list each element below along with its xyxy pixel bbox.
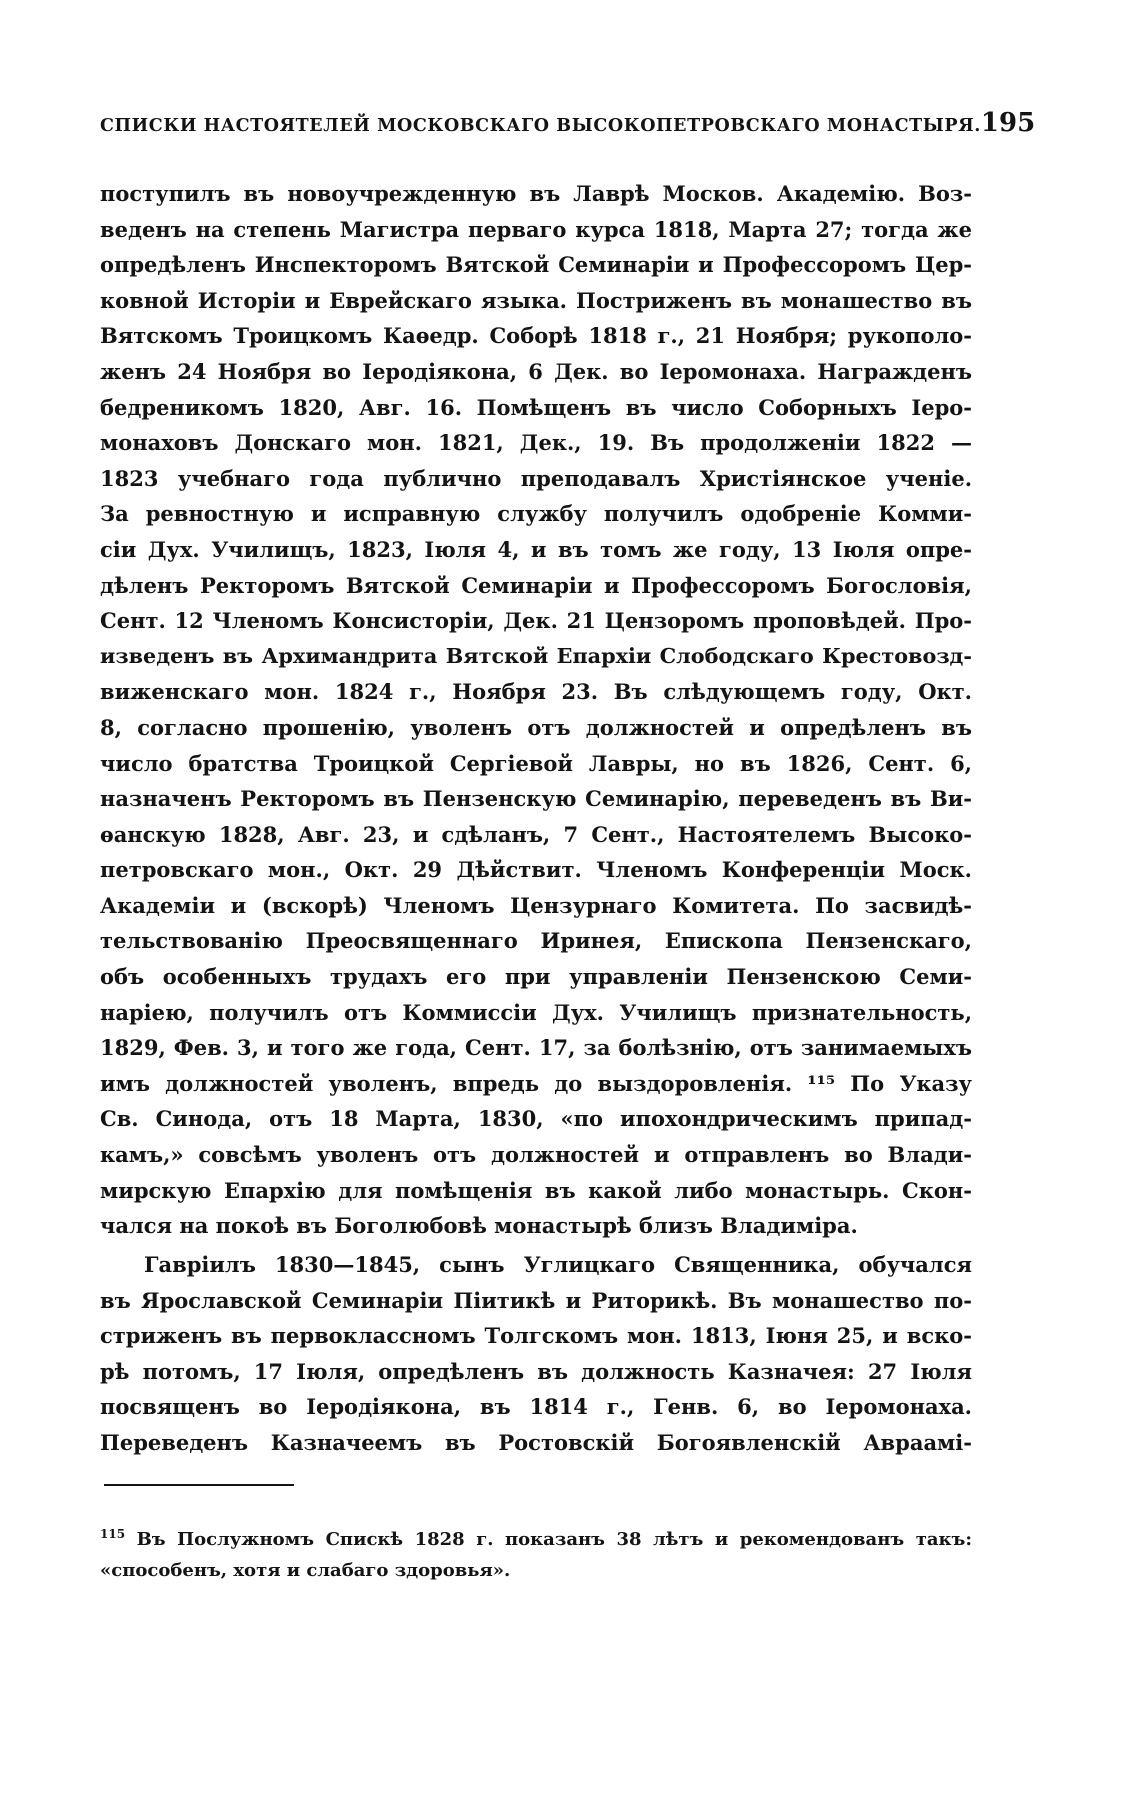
text-line: дѣленъ Ректоромъ Вятской Семинаріи и Профессоромъ Богословія,	[100, 572, 972, 598]
text-line: виженскаго мон. 1824 г., Ноября 23. Въ слѣдующемъ году, Окт.	[100, 679, 972, 705]
text-line: назначенъ Ректоромъ въ Пензенскую Семинарію, переведенъ въ Ви-	[100, 786, 972, 812]
text-line: женъ 24 Ноября во Іеродіякона, 6 Дек. во Іеромонаха. Награжденъ	[100, 358, 972, 384]
text-line: въ Ярославской Семинаріи Піитикѣ и Риторикѣ. Въ монашество по-	[100, 1287, 972, 1313]
page-header	[100, 108, 1036, 148]
paragraph-2	[100, 1247, 972, 1461]
footnote-line-2: «способенъ, хотя и слабаго здоровья».	[100, 1560, 511, 1581]
text-line: мирскую Епархію для помѣщенія въ какой либо монастырь. Скон-	[100, 1177, 972, 1203]
text-line: Сент. 12 Членомъ Консисторіи, Дек. 21 Цензоромъ проповѣдей. Про-	[100, 608, 972, 634]
text-line: опредѣленъ Инспекторомъ Вятской Семинаріи и Профессоромъ Цер-	[100, 252, 972, 278]
text-line: Академіи и (вскорѣ) Членомъ Цензурнаго Комитета. По засвидѣ-	[100, 892, 972, 918]
text-line: 1823 учебнаго года публично преподавалъ Христіянское ученіе.	[100, 465, 972, 491]
footnote-mark: 115	[100, 1527, 126, 1541]
text-line: монаховъ Донскаго мон. 1821, Дек., 19. Въ продолженіи 1822 —	[100, 430, 972, 456]
text-line: поступилъ въ новоучрежденную въ Лаврѣ Москов. Академію. Воз-	[100, 181, 972, 206]
text-line: ѳанскую 1828, Авг. 23, и сдѣланъ, 7 Сент., Настоятелемъ Высоко-	[100, 821, 972, 847]
paragraph-1	[100, 176, 972, 1244]
running-title: СПИСКИ НАСТОЯТЕЛЕЙ МОСКОВСКАГО ВЫСОКОПЕТРОВСКАГО МОНАСТЫРЯ.	[100, 116, 981, 136]
text-line: Св. Синода, отъ 18 Марта, 1830, «по ипохондрическимъ припад-	[100, 1106, 972, 1132]
text-line: имъ должностей уволенъ, впредь до выздоровленія. ¹¹⁵ По Указу	[100, 1070, 972, 1096]
text-line: посвященъ во Іеродіякона, въ 1814 г., Генв. 6, во Іеромонаха.	[100, 1394, 972, 1420]
footnote-divider	[104, 1484, 294, 1486]
footnote-text-1: Въ Послужномъ Спискѣ 1828 г. показанъ 38 лѣтъ и рекомендованъ такъ:	[136, 1529, 972, 1550]
text-line: стриженъ въ первоклассномъ Толгскомъ мон. 1813, Іюня 25, и вско-	[100, 1323, 972, 1349]
text-line: объ особенныхъ трудахъ его при управленіи Пензенскою Семи-	[100, 964, 972, 990]
text-line: рѣ потомъ, 17 Іюля, опредѣленъ въ должность Казначея: 27 Іюля	[100, 1358, 972, 1384]
text-line: число братства Троицкой Сергіевой Лавры, но въ 1826, Сент. 6,	[100, 750, 972, 776]
text-line: сіи Дух. Училищъ, 1823, Іюля 4, и въ томъ же году, 13 Іюля опре-	[100, 536, 972, 562]
text-line: Переведенъ Казначеемъ въ Ростовскій Богоявленскій Авраамі-	[100, 1429, 972, 1455]
text-line: 8, согласно прошенію, уволенъ отъ должностей и опредѣленъ въ	[100, 714, 972, 740]
text-line: чался на покоѣ въ Боголюбовѣ монастырѣ близъ Владиміра.	[100, 1213, 858, 1239]
text-line: бедреникомъ 1820, Авг. 16. Помѣщенъ въ число Соборныхъ Іеро-	[100, 394, 972, 420]
text-line: петровскаго мон., Окт. 29 Дѣйствит. Членомъ Конференціи Моск.	[100, 857, 972, 883]
text-line: наріею, получилъ отъ Коммиссіи Дух. Училищъ признательность,	[100, 999, 972, 1025]
text-line: камъ,» совсѣмъ уволенъ отъ должностей и отправленъ во Влади-	[100, 1142, 972, 1168]
page-number: 195	[980, 108, 1036, 138]
text-line: Вятскомъ Троицкомъ Каѳедр. Соборѣ 1818 г., 21 Ноября; рукополо-	[100, 323, 972, 349]
text-line: тельствованію Преосвященнаго Иринея, Епископа Пензенскаго,	[100, 928, 972, 954]
footnote	[100, 1524, 972, 1586]
text-line: веденъ на степень Магистра перваго курса 1818, Марта 27; тогда же	[100, 216, 972, 242]
text-line: 1829, Фев. 3, и того же года, Сент. 17, за болѣзнію, отъ занимаемыхъ	[100, 1035, 972, 1061]
text-line: изведенъ въ Архимандрита Вятской Епархіи Слободскаго Крестовозд-	[100, 643, 972, 668]
text-line: Гавріилъ 1830—1845, сынъ Углицкаго Священника, обучался	[144, 1252, 972, 1277]
text-line: ковной Исторіи и Еврейскаго языка. Постриженъ въ монашество въ	[100, 287, 972, 313]
footnote-line-1	[100, 1524, 972, 1555]
text-line: За ревностную и исправную службу получилъ одобреніе Комми-	[100, 501, 972, 527]
